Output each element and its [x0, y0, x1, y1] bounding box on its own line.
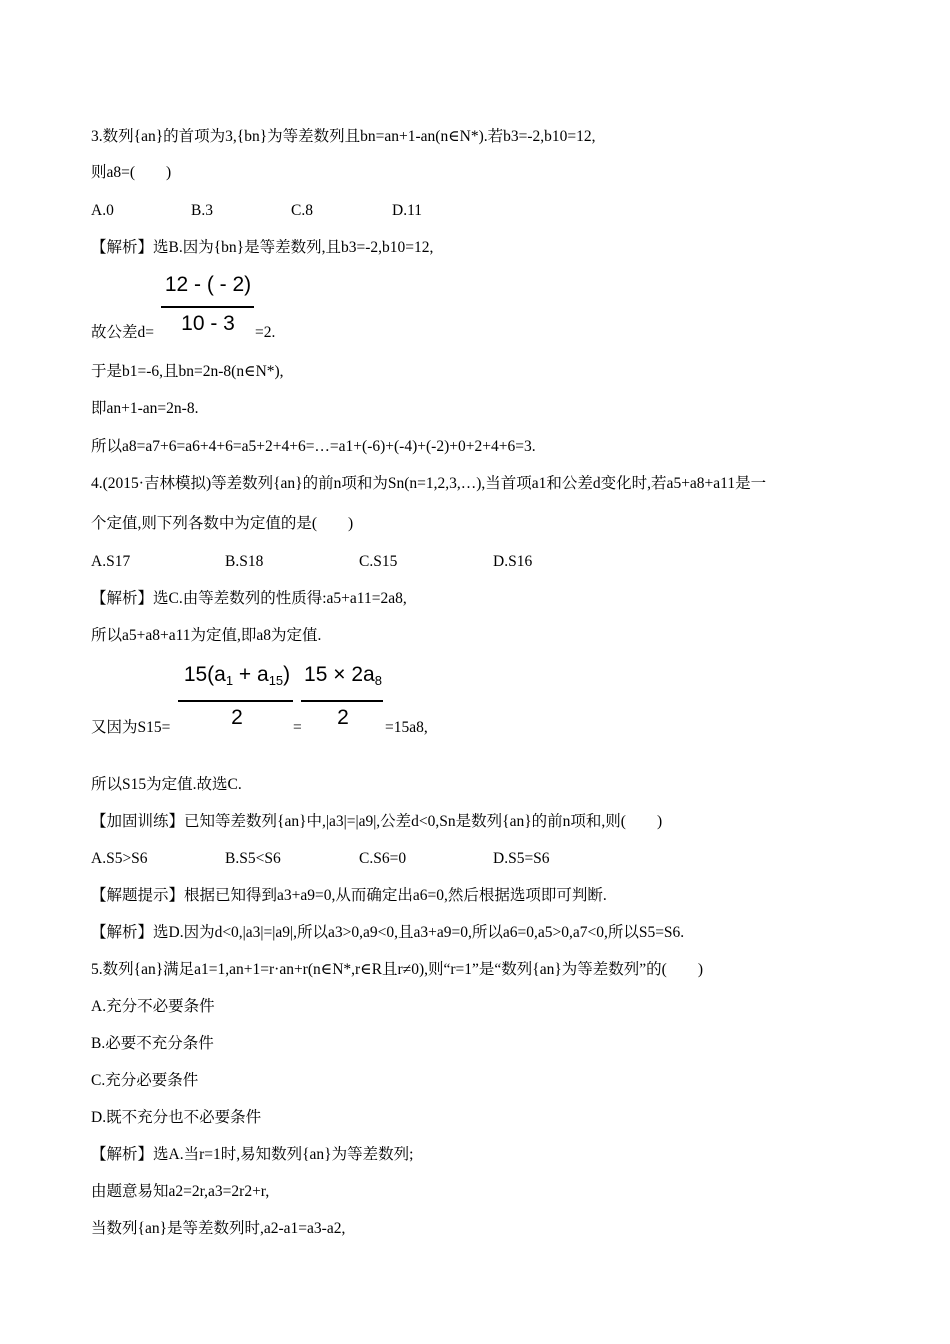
q5-analysis-line1: 【解析】选A.当r=1时,易知数列{an}为等差数列; [91, 1146, 414, 1163]
extra-option-d: D.S5=S6 [493, 850, 550, 867]
q4-s15-fraction-2 [299, 663, 387, 688]
q3-option-c: C.8 [291, 202, 313, 219]
q4-analysis-line1: 【解析】选C.由等差数列的性质得:a5+a11=2a8, [91, 590, 407, 607]
fraction-denominator: 2 [231, 706, 243, 729]
extra-stem: 【加固训练】已知等差数列{an}中,|a3|=|a9|,公差d<0,Sn是数列{an}的前n项和,则( ) [91, 813, 663, 830]
q3-stem-line2: 则a8=( ) [91, 164, 172, 181]
q3-analysis-line1: 【解析】选B.因为{bn}是等差数列,且b3=-2,b10=12, [91, 239, 434, 256]
q5-option-d: D.既不充分也不必要条件 [91, 1109, 262, 1126]
fraction-bar [301, 700, 383, 702]
q4-fraction1-denominator-wrap [176, 706, 298, 730]
q3-d-suffix: =2. [255, 324, 276, 341]
q4-s15-suffix: =15a8, [385, 719, 428, 736]
q4-stem-line2: 个定值,则下列各数中为定值的是( ) [91, 515, 354, 532]
q5-analysis-line3: 当数列{an}是等差数列时,a2-a1=a3-a2, [91, 1220, 346, 1237]
fraction-bar [178, 700, 293, 702]
fraction-numerator: 12 - ( - 2) [164, 273, 252, 296]
extra-hint: 【解题提示】根据已知得到a3+a9=0,从而确定出a6=0,然后根据选项即可判断. [91, 887, 607, 904]
q4-stem-line1: 4.(2015·吉林模拟)等差数列{an}的前n项和为Sn(n=1,2,3,…),当首项a1和公差d变化时,若a5+a8+a11是一 [91, 475, 767, 492]
q3-analysis-line4: 即an+1-an=2n-8. [91, 400, 199, 417]
q4-fraction2-denominator-wrap [299, 706, 387, 730]
q4-analysis-line4: 所以S15为定值.故选C. [91, 776, 242, 793]
fraction-denominator: 10 - 3 [181, 312, 235, 335]
extra-option-c: C.S6=0 [359, 850, 407, 867]
q4-s15-prefix: 又因为S15= [91, 719, 171, 736]
q3-analysis-line5: 所以a8=a7+6=a6+4+6=a5+2+4+6=…=a1+(-6)+(-4)+(-2)+0+2+4+6=3. [91, 438, 536, 455]
extra-analysis: 【解析】选D.因为d<0,|a3|=|a9|,所以a3>0,a9<0,且a3+a9=0,所以a6=0,a5>0,a7<0,所以S5=S6. [91, 924, 685, 941]
q5-stem: 5.数列{an}满足a1=1,an+1=r·an+r(n∈N*,r∈R且r≠0),则“r=1”是“数列{an}为等差数列”的( ) [91, 961, 703, 978]
q5-option-c: C.充分必要条件 [91, 1072, 199, 1089]
q5-option-a: A.充分不必要条件 [91, 998, 215, 1015]
q3-option-b: B.3 [191, 202, 213, 219]
q3-d-prefix: 故公差d= [91, 324, 154, 341]
fraction-numerator: $15 \times 2a_8$ [304, 663, 382, 688]
q4-s15-fraction-1 [176, 663, 298, 688]
fraction-denominator: 2 [337, 706, 349, 729]
q4-equals-sign: = [293, 719, 302, 736]
q3-option-a: A.0 [91, 202, 114, 219]
q3-fraction-denominator-wrap [160, 312, 256, 336]
fraction-numerator: $15(a_1 + a_{15})$ [183, 663, 291, 688]
extra-option-b: B.S5<S6 [225, 850, 281, 867]
q3-common-difference-fraction [160, 273, 256, 297]
q3-analysis-line3: 于是b1=-6,且bn=2n-8(n∈N*), [91, 363, 284, 380]
q4-option-a: A.S17 [91, 553, 131, 570]
q5-analysis-line2: 由题意易知a2=2r,a3=2r2+r, [91, 1183, 270, 1200]
q4-option-c: C.S15 [359, 553, 398, 570]
extra-option-a: A.S5>S6 [91, 850, 148, 867]
q5-option-b: B.必要不充分条件 [91, 1035, 214, 1052]
q3-option-d: D.11 [392, 202, 422, 219]
q3-stem-line1: 3.数列{an}的首项为3,{bn}为等差数列且bn=an+1-an(n∈N*).若b3=-2,b10=12, [91, 128, 596, 145]
q4-option-d: D.S16 [493, 553, 533, 570]
q4-option-b: B.S18 [225, 553, 264, 570]
q4-analysis-line2: 所以a5+a8+a11为定值,即a8为定值. [91, 627, 322, 644]
fraction-bar [161, 306, 254, 308]
